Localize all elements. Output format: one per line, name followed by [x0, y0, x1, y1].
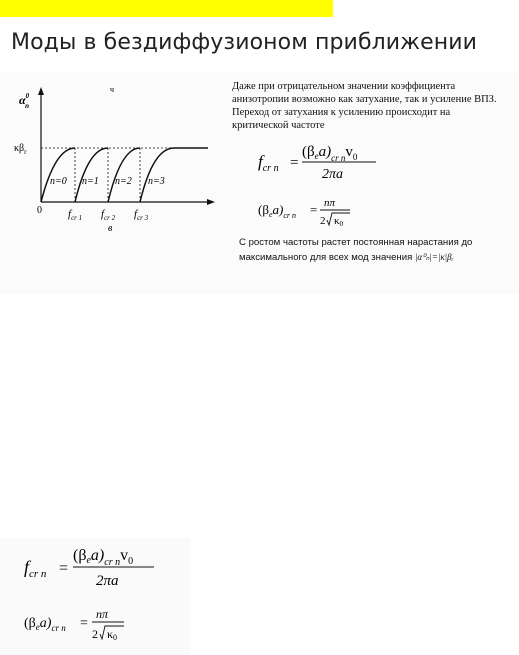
- level-label: $\kappa\beta_r$: [14, 143, 27, 156]
- x-axis-arrow: [207, 199, 215, 205]
- tick-label-fcr3: $f_{cr 3}$: [134, 208, 149, 222]
- svg-text:(βea)cr n: $(\beta_ea)_{cr n}$: [24, 616, 66, 633]
- highlight-bar: [0, 0, 333, 17]
- modes-graph: [0, 80, 225, 240]
- svg-text:fcr n: $f_{cr n}$: [24, 557, 47, 580]
- svg-text:2: 2: [92, 627, 98, 641]
- curve-label-n0: n=0: [50, 176, 67, 187]
- svg-text:2: 2: [320, 215, 326, 227]
- origin-label: 0: [37, 205, 42, 216]
- resonance-condition-formula-large: [24, 605, 144, 647]
- critical-frequency-formula-large: [24, 540, 164, 596]
- svg-text:fcr n: $f_{cr n}$: [258, 152, 279, 174]
- svg-text:κ0: κ0: [107, 627, 118, 642]
- graph-caption: в: [108, 223, 113, 234]
- svg-text:(βea)cr nv0: $(\beta ea)_{cr n}v_0$: [73, 547, 134, 568]
- svg-text:=: =: [310, 202, 318, 217]
- resonance-condition-formula: [258, 194, 368, 230]
- svg-text:nπ: nπ: [324, 197, 336, 209]
- slide-title: Моды в бездиффузионом приближении: [11, 30, 478, 55]
- top-mark: ч: [110, 85, 115, 94]
- curve-n0: [41, 148, 75, 202]
- description-paragraph: Даже при отрицательном значении коэффициента анизотропии возможно как затухание, так и усиление ВПЗ. Переход от затухания к усилению происходит на критической частоте: [232, 81, 497, 131]
- svg-text:=: =: [80, 616, 88, 631]
- growth-note-text: С ростом частоты растет постоянная нарастания до максимального для всех мод значения: [239, 237, 473, 263]
- curve-n1: [75, 148, 108, 202]
- tick-label-fcr1: $f_{cr 1}$: [68, 208, 83, 222]
- svg-text:(βea)cr nv0: $(\beta_ea)_{cr n}v_0$: [302, 144, 358, 163]
- svg-text:=: =: [59, 560, 69, 577]
- svg-text:κ0: κ0: [334, 215, 344, 228]
- critical-frequency-formula: [258, 138, 388, 188]
- curve-n2: [108, 148, 140, 202]
- y-axis-label: $\alpha^0$ n: [19, 92, 30, 110]
- curve-label-n1: n=1: [82, 176, 99, 187]
- growth-note: [239, 236, 509, 265]
- tick-label-fcr2: $f_{cr 2}$: [101, 208, 116, 222]
- svg-text:(βea)cr n: $(\beta_ea)_{cr n}$: [258, 202, 297, 220]
- svg-text:2πa: 2πa: [96, 573, 119, 589]
- curve-label-n3: n=3: [148, 176, 165, 187]
- growth-note-formula: |α⁰ₙ|=|κ|βᵣ: [414, 252, 454, 262]
- curve-n3: [140, 148, 208, 202]
- svg-text:2πa: 2πa: [322, 167, 344, 182]
- svg-text:=: =: [290, 155, 299, 171]
- svg-text:nπ: nπ: [96, 607, 109, 621]
- y-axis-arrow: [38, 87, 44, 95]
- curve-label-n2: n=2: [115, 176, 132, 187]
